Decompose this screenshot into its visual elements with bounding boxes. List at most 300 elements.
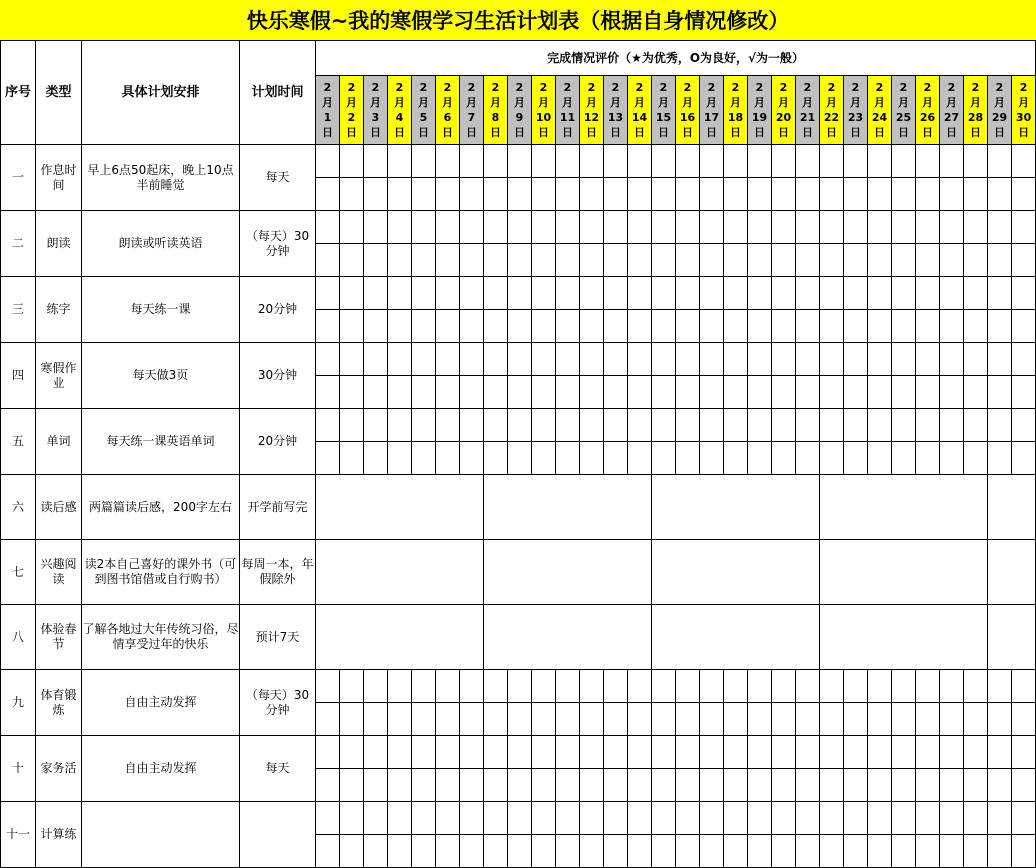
weekly-evaluation-cell[interactable] <box>316 572 484 605</box>
evaluation-cell[interactable] <box>340 376 364 409</box>
evaluation-cell[interactable] <box>652 178 676 211</box>
evaluation-cell[interactable] <box>508 835 532 868</box>
evaluation-cell[interactable] <box>844 442 868 475</box>
evaluation-cell[interactable] <box>700 376 724 409</box>
evaluation-cell[interactable] <box>580 244 604 277</box>
evaluation-cell[interactable] <box>436 343 460 376</box>
evaluation-cell[interactable] <box>340 310 364 343</box>
evaluation-cell[interactable] <box>868 310 892 343</box>
evaluation-cell[interactable] <box>628 802 652 835</box>
evaluation-cell[interactable] <box>580 343 604 376</box>
evaluation-cell[interactable] <box>532 736 556 769</box>
evaluation-cell[interactable] <box>724 310 748 343</box>
evaluation-cell[interactable] <box>532 178 556 211</box>
weekly-evaluation-cell[interactable] <box>820 605 988 638</box>
evaluation-cell[interactable] <box>364 244 388 277</box>
evaluation-cell[interactable] <box>316 277 340 310</box>
evaluation-cell[interactable] <box>484 670 508 703</box>
evaluation-cell[interactable] <box>940 802 964 835</box>
evaluation-cell[interactable] <box>556 178 580 211</box>
evaluation-cell[interactable] <box>628 703 652 736</box>
evaluation-cell[interactable] <box>820 145 844 178</box>
evaluation-cell[interactable] <box>340 769 364 802</box>
evaluation-cell[interactable] <box>604 802 628 835</box>
evaluation-cell[interactable] <box>556 244 580 277</box>
evaluation-cell[interactable] <box>1012 670 1036 703</box>
evaluation-cell[interactable] <box>772 409 796 442</box>
evaluation-cell[interactable] <box>604 835 628 868</box>
evaluation-cell[interactable] <box>388 802 412 835</box>
evaluation-cell[interactable] <box>820 178 844 211</box>
evaluation-cell[interactable] <box>556 211 580 244</box>
evaluation-cell[interactable] <box>484 736 508 769</box>
evaluation-cell[interactable] <box>388 442 412 475</box>
evaluation-cell[interactable] <box>484 211 508 244</box>
evaluation-cell[interactable] <box>724 145 748 178</box>
evaluation-cell[interactable] <box>556 802 580 835</box>
evaluation-cell[interactable] <box>580 670 604 703</box>
evaluation-cell[interactable] <box>604 769 628 802</box>
evaluation-cell[interactable] <box>316 145 340 178</box>
evaluation-cell[interactable] <box>532 211 556 244</box>
evaluation-cell[interactable] <box>820 442 844 475</box>
evaluation-cell[interactable] <box>940 343 964 376</box>
evaluation-cell[interactable] <box>988 802 1012 835</box>
evaluation-cell[interactable] <box>604 343 628 376</box>
evaluation-cell[interactable] <box>988 244 1012 277</box>
weekly-evaluation-cell[interactable] <box>484 637 652 670</box>
evaluation-cell[interactable] <box>652 736 676 769</box>
evaluation-cell[interactable] <box>388 244 412 277</box>
evaluation-cell[interactable] <box>940 211 964 244</box>
weekly-evaluation-cell[interactable] <box>484 572 652 605</box>
evaluation-cell[interactable] <box>628 310 652 343</box>
evaluation-cell[interactable] <box>484 376 508 409</box>
evaluation-cell[interactable] <box>868 703 892 736</box>
evaluation-cell[interactable] <box>628 442 652 475</box>
evaluation-cell[interactable] <box>436 409 460 442</box>
weekly-evaluation-cell[interactable] <box>820 540 988 573</box>
evaluation-cell[interactable] <box>796 769 820 802</box>
evaluation-cell[interactable] <box>460 802 484 835</box>
evaluation-cell[interactable] <box>508 277 532 310</box>
evaluation-cell[interactable] <box>316 835 340 868</box>
evaluation-cell[interactable] <box>844 145 868 178</box>
evaluation-cell[interactable] <box>1012 736 1036 769</box>
evaluation-cell[interactable] <box>508 769 532 802</box>
evaluation-cell[interactable] <box>940 703 964 736</box>
evaluation-cell[interactable] <box>508 178 532 211</box>
evaluation-cell[interactable] <box>652 769 676 802</box>
weekly-evaluation-cell[interactable] <box>652 475 820 508</box>
evaluation-cell[interactable] <box>868 835 892 868</box>
evaluation-cell[interactable] <box>988 343 1012 376</box>
evaluation-cell[interactable] <box>940 145 964 178</box>
evaluation-cell[interactable] <box>508 670 532 703</box>
evaluation-cell[interactable] <box>892 442 916 475</box>
evaluation-cell[interactable] <box>340 835 364 868</box>
evaluation-cell[interactable] <box>436 310 460 343</box>
weekly-evaluation-cell[interactable] <box>988 507 1036 540</box>
evaluation-cell[interactable] <box>316 670 340 703</box>
evaluation-cell[interactable] <box>412 835 436 868</box>
evaluation-cell[interactable] <box>484 244 508 277</box>
evaluation-cell[interactable] <box>604 277 628 310</box>
evaluation-cell[interactable] <box>460 703 484 736</box>
evaluation-cell[interactable] <box>532 769 556 802</box>
evaluation-cell[interactable] <box>412 769 436 802</box>
evaluation-cell[interactable] <box>964 277 988 310</box>
evaluation-cell[interactable] <box>964 409 988 442</box>
evaluation-cell[interactable] <box>652 670 676 703</box>
evaluation-cell[interactable] <box>508 736 532 769</box>
evaluation-cell[interactable] <box>364 442 388 475</box>
evaluation-cell[interactable] <box>964 670 988 703</box>
evaluation-cell[interactable] <box>844 178 868 211</box>
evaluation-cell[interactable] <box>820 802 844 835</box>
evaluation-cell[interactable] <box>796 376 820 409</box>
evaluation-cell[interactable] <box>412 277 436 310</box>
evaluation-cell[interactable] <box>460 409 484 442</box>
evaluation-cell[interactable] <box>604 409 628 442</box>
evaluation-cell[interactable] <box>508 376 532 409</box>
evaluation-cell[interactable] <box>1012 769 1036 802</box>
evaluation-cell[interactable] <box>724 409 748 442</box>
evaluation-cell[interactable] <box>772 178 796 211</box>
evaluation-cell[interactable] <box>748 145 772 178</box>
evaluation-cell[interactable] <box>700 244 724 277</box>
evaluation-cell[interactable] <box>364 835 388 868</box>
evaluation-cell[interactable] <box>964 244 988 277</box>
evaluation-cell[interactable] <box>820 376 844 409</box>
evaluation-cell[interactable] <box>796 736 820 769</box>
evaluation-cell[interactable] <box>676 835 700 868</box>
evaluation-cell[interactable] <box>820 343 844 376</box>
evaluation-cell[interactable] <box>388 670 412 703</box>
evaluation-cell[interactable] <box>844 244 868 277</box>
evaluation-cell[interactable] <box>916 277 940 310</box>
evaluation-cell[interactable] <box>388 769 412 802</box>
evaluation-cell[interactable] <box>700 277 724 310</box>
evaluation-cell[interactable] <box>892 802 916 835</box>
evaluation-cell[interactable] <box>628 376 652 409</box>
evaluation-cell[interactable] <box>628 211 652 244</box>
evaluation-cell[interactable] <box>340 409 364 442</box>
evaluation-cell[interactable] <box>892 244 916 277</box>
evaluation-cell[interactable] <box>964 178 988 211</box>
evaluation-cell[interactable] <box>340 211 364 244</box>
evaluation-cell[interactable] <box>604 310 628 343</box>
evaluation-cell[interactable] <box>820 277 844 310</box>
evaluation-cell[interactable] <box>700 703 724 736</box>
evaluation-cell[interactable] <box>916 244 940 277</box>
evaluation-cell[interactable] <box>964 802 988 835</box>
evaluation-cell[interactable] <box>556 703 580 736</box>
evaluation-cell[interactable] <box>916 769 940 802</box>
evaluation-cell[interactable] <box>724 211 748 244</box>
evaluation-cell[interactable] <box>532 310 556 343</box>
evaluation-cell[interactable] <box>484 178 508 211</box>
evaluation-cell[interactable] <box>772 244 796 277</box>
evaluation-cell[interactable] <box>652 802 676 835</box>
evaluation-cell[interactable] <box>460 277 484 310</box>
evaluation-cell[interactable] <box>340 277 364 310</box>
evaluation-cell[interactable] <box>388 178 412 211</box>
evaluation-cell[interactable] <box>604 703 628 736</box>
evaluation-cell[interactable] <box>532 670 556 703</box>
evaluation-cell[interactable] <box>556 376 580 409</box>
evaluation-cell[interactable] <box>412 244 436 277</box>
evaluation-cell[interactable] <box>388 277 412 310</box>
evaluation-cell[interactable] <box>628 244 652 277</box>
evaluation-cell[interactable] <box>724 178 748 211</box>
evaluation-cell[interactable] <box>700 670 724 703</box>
evaluation-cell[interactable] <box>364 802 388 835</box>
evaluation-cell[interactable] <box>988 310 1012 343</box>
evaluation-cell[interactable] <box>436 835 460 868</box>
evaluation-cell[interactable] <box>940 835 964 868</box>
evaluation-cell[interactable] <box>868 178 892 211</box>
evaluation-cell[interactable] <box>556 343 580 376</box>
evaluation-cell[interactable] <box>436 442 460 475</box>
evaluation-cell[interactable] <box>676 703 700 736</box>
evaluation-cell[interactable] <box>868 211 892 244</box>
evaluation-cell[interactable] <box>988 835 1012 868</box>
evaluation-cell[interactable] <box>580 178 604 211</box>
evaluation-cell[interactable] <box>364 277 388 310</box>
evaluation-cell[interactable] <box>844 211 868 244</box>
evaluation-cell[interactable] <box>772 442 796 475</box>
evaluation-cell[interactable] <box>700 310 724 343</box>
evaluation-cell[interactable] <box>748 343 772 376</box>
evaluation-cell[interactable] <box>844 736 868 769</box>
weekly-evaluation-cell[interactable] <box>820 637 988 670</box>
weekly-evaluation-cell[interactable] <box>988 475 1036 508</box>
evaluation-cell[interactable] <box>724 343 748 376</box>
evaluation-cell[interactable] <box>964 376 988 409</box>
evaluation-cell[interactable] <box>868 376 892 409</box>
weekly-evaluation-cell[interactable] <box>316 637 484 670</box>
evaluation-cell[interactable] <box>580 442 604 475</box>
evaluation-cell[interactable] <box>724 442 748 475</box>
weekly-evaluation-cell[interactable] <box>988 605 1036 638</box>
evaluation-cell[interactable] <box>580 376 604 409</box>
evaluation-cell[interactable] <box>964 703 988 736</box>
evaluation-cell[interactable] <box>868 736 892 769</box>
evaluation-cell[interactable] <box>748 244 772 277</box>
evaluation-cell[interactable] <box>652 442 676 475</box>
evaluation-cell[interactable] <box>772 769 796 802</box>
evaluation-cell[interactable] <box>556 442 580 475</box>
weekly-evaluation-cell[interactable] <box>652 507 820 540</box>
evaluation-cell[interactable] <box>964 442 988 475</box>
evaluation-cell[interactable] <box>1012 244 1036 277</box>
evaluation-cell[interactable] <box>844 277 868 310</box>
evaluation-cell[interactable] <box>1012 211 1036 244</box>
evaluation-cell[interactable] <box>844 310 868 343</box>
evaluation-cell[interactable] <box>940 277 964 310</box>
evaluation-cell[interactable] <box>844 835 868 868</box>
evaluation-cell[interactable] <box>724 670 748 703</box>
evaluation-cell[interactable] <box>796 670 820 703</box>
evaluation-cell[interactable] <box>652 211 676 244</box>
evaluation-cell[interactable] <box>412 442 436 475</box>
evaluation-cell[interactable] <box>340 802 364 835</box>
evaluation-cell[interactable] <box>868 442 892 475</box>
evaluation-cell[interactable] <box>700 442 724 475</box>
evaluation-cell[interactable] <box>316 178 340 211</box>
evaluation-cell[interactable] <box>436 277 460 310</box>
evaluation-cell[interactable] <box>412 211 436 244</box>
evaluation-cell[interactable] <box>652 835 676 868</box>
evaluation-cell[interactable] <box>436 670 460 703</box>
evaluation-cell[interactable] <box>796 835 820 868</box>
evaluation-cell[interactable] <box>724 244 748 277</box>
evaluation-cell[interactable] <box>532 376 556 409</box>
evaluation-cell[interactable] <box>484 802 508 835</box>
evaluation-cell[interactable] <box>820 670 844 703</box>
evaluation-cell[interactable] <box>772 277 796 310</box>
evaluation-cell[interactable] <box>532 835 556 868</box>
evaluation-cell[interactable] <box>316 802 340 835</box>
evaluation-cell[interactable] <box>484 835 508 868</box>
evaluation-cell[interactable] <box>916 145 940 178</box>
evaluation-cell[interactable] <box>436 769 460 802</box>
evaluation-cell[interactable] <box>916 409 940 442</box>
evaluation-cell[interactable] <box>676 442 700 475</box>
evaluation-cell[interactable] <box>868 244 892 277</box>
evaluation-cell[interactable] <box>892 277 916 310</box>
evaluation-cell[interactable] <box>844 769 868 802</box>
evaluation-cell[interactable] <box>484 442 508 475</box>
weekly-evaluation-cell[interactable] <box>316 605 484 638</box>
evaluation-cell[interactable] <box>460 343 484 376</box>
evaluation-cell[interactable] <box>340 736 364 769</box>
evaluation-cell[interactable] <box>916 736 940 769</box>
evaluation-cell[interactable] <box>1012 442 1036 475</box>
evaluation-cell[interactable] <box>820 769 844 802</box>
evaluation-cell[interactable] <box>868 145 892 178</box>
evaluation-cell[interactable] <box>940 769 964 802</box>
evaluation-cell[interactable] <box>820 736 844 769</box>
evaluation-cell[interactable] <box>1012 178 1036 211</box>
evaluation-cell[interactable] <box>388 409 412 442</box>
evaluation-cell[interactable] <box>364 703 388 736</box>
weekly-evaluation-cell[interactable] <box>652 572 820 605</box>
weekly-evaluation-cell[interactable] <box>484 475 652 508</box>
evaluation-cell[interactable] <box>340 244 364 277</box>
evaluation-cell[interactable] <box>940 310 964 343</box>
evaluation-cell[interactable] <box>460 178 484 211</box>
evaluation-cell[interactable] <box>676 409 700 442</box>
evaluation-cell[interactable] <box>604 736 628 769</box>
evaluation-cell[interactable] <box>628 277 652 310</box>
evaluation-cell[interactable] <box>676 244 700 277</box>
evaluation-cell[interactable] <box>916 703 940 736</box>
evaluation-cell[interactable] <box>1012 376 1036 409</box>
evaluation-cell[interactable] <box>868 409 892 442</box>
evaluation-cell[interactable] <box>604 670 628 703</box>
evaluation-cell[interactable] <box>340 670 364 703</box>
evaluation-cell[interactable] <box>460 310 484 343</box>
evaluation-cell[interactable] <box>676 211 700 244</box>
evaluation-cell[interactable] <box>604 178 628 211</box>
evaluation-cell[interactable] <box>748 178 772 211</box>
evaluation-cell[interactable] <box>820 703 844 736</box>
evaluation-cell[interactable] <box>892 670 916 703</box>
evaluation-cell[interactable] <box>844 376 868 409</box>
evaluation-cell[interactable] <box>412 802 436 835</box>
evaluation-cell[interactable] <box>364 409 388 442</box>
weekly-evaluation-cell[interactable] <box>652 605 820 638</box>
evaluation-cell[interactable] <box>388 376 412 409</box>
evaluation-cell[interactable] <box>652 244 676 277</box>
evaluation-cell[interactable] <box>940 442 964 475</box>
evaluation-cell[interactable] <box>796 211 820 244</box>
evaluation-cell[interactable] <box>700 769 724 802</box>
evaluation-cell[interactable] <box>652 703 676 736</box>
evaluation-cell[interactable] <box>1012 703 1036 736</box>
evaluation-cell[interactable] <box>724 277 748 310</box>
evaluation-cell[interactable] <box>700 145 724 178</box>
evaluation-cell[interactable] <box>556 835 580 868</box>
evaluation-cell[interactable] <box>772 376 796 409</box>
evaluation-cell[interactable] <box>1012 802 1036 835</box>
weekly-evaluation-cell[interactable] <box>484 507 652 540</box>
evaluation-cell[interactable] <box>916 310 940 343</box>
evaluation-cell[interactable] <box>532 145 556 178</box>
evaluation-cell[interactable] <box>460 244 484 277</box>
evaluation-cell[interactable] <box>1012 343 1036 376</box>
evaluation-cell[interactable] <box>988 670 1012 703</box>
weekly-evaluation-cell[interactable] <box>316 507 484 540</box>
weekly-evaluation-cell[interactable] <box>988 540 1036 573</box>
weekly-evaluation-cell[interactable] <box>820 507 988 540</box>
evaluation-cell[interactable] <box>508 145 532 178</box>
evaluation-cell[interactable] <box>796 703 820 736</box>
evaluation-cell[interactable] <box>436 376 460 409</box>
evaluation-cell[interactable] <box>988 769 1012 802</box>
evaluation-cell[interactable] <box>484 409 508 442</box>
evaluation-cell[interactable] <box>892 736 916 769</box>
weekly-evaluation-cell[interactable] <box>316 475 484 508</box>
evaluation-cell[interactable] <box>652 310 676 343</box>
evaluation-cell[interactable] <box>748 211 772 244</box>
evaluation-cell[interactable] <box>652 409 676 442</box>
evaluation-cell[interactable] <box>796 343 820 376</box>
evaluation-cell[interactable] <box>628 736 652 769</box>
weekly-evaluation-cell[interactable] <box>820 475 988 508</box>
evaluation-cell[interactable] <box>604 442 628 475</box>
evaluation-cell[interactable] <box>436 703 460 736</box>
evaluation-cell[interactable] <box>892 310 916 343</box>
evaluation-cell[interactable] <box>1012 835 1036 868</box>
evaluation-cell[interactable] <box>964 343 988 376</box>
evaluation-cell[interactable] <box>820 310 844 343</box>
evaluation-cell[interactable] <box>628 178 652 211</box>
evaluation-cell[interactable] <box>364 343 388 376</box>
evaluation-cell[interactable] <box>964 211 988 244</box>
evaluation-cell[interactable] <box>748 310 772 343</box>
evaluation-cell[interactable] <box>748 442 772 475</box>
evaluation-cell[interactable] <box>772 145 796 178</box>
evaluation-cell[interactable] <box>412 310 436 343</box>
evaluation-cell[interactable] <box>316 769 340 802</box>
evaluation-cell[interactable] <box>700 835 724 868</box>
evaluation-cell[interactable] <box>988 703 1012 736</box>
evaluation-cell[interactable] <box>508 802 532 835</box>
evaluation-cell[interactable] <box>460 670 484 703</box>
